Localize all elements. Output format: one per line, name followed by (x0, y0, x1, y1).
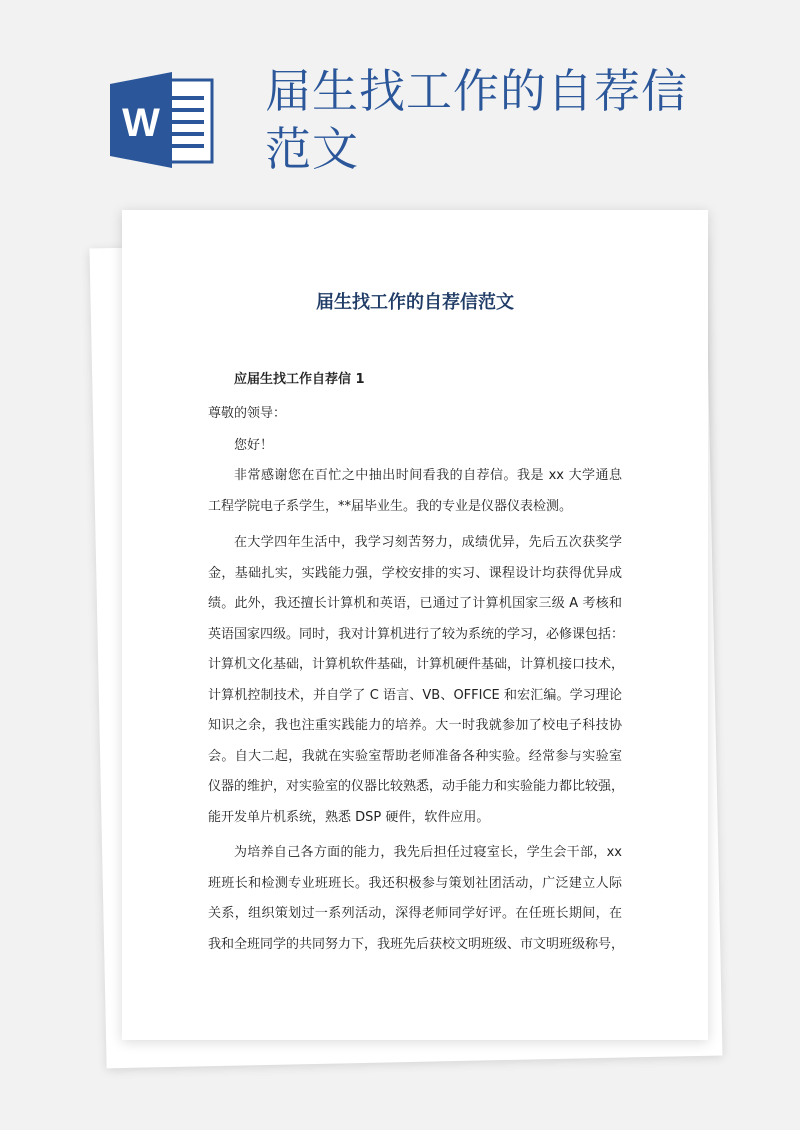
paragraph-1 (208, 461, 622, 522)
paragraph-line: 在大学四年生活中，我学习刻苦努力，成绩优异，先后五次获奖学 (234, 535, 622, 550)
paragraph-line: 能开发单片机系统，熟悉 DSP 硬件，软件应用。 (208, 809, 490, 825)
paragraph-3 (208, 838, 625, 960)
paragraph-line: 英语国家四级。同时，我对计算机进行了较为系统的学习，必修课包括： (208, 626, 625, 642)
paragraph-line: 金，基础扎实，实践能力强，学校安排的实习、课程设计均获得优异成 (208, 565, 622, 581)
paragraph-line: 仪器的维护，对实验室的仪器比较熟悉，动手能力和实验能力都比较强， (208, 779, 625, 794)
paragraph-line: 班班长和检测专业班班长。我还积极参与策划社团活动，广泛建立人际 (208, 875, 622, 891)
paragraph-line: 为培养自己各方面的能力，我先后担任过寝室长，学生会干部，xx (234, 845, 622, 860)
paragraph-line: 计算机控制技术，并自学了 C 语言、VB、OFFICE 和宏汇编。学习理论 (208, 687, 622, 703)
greeting: 您好！ (234, 438, 274, 453)
document-title: 届生找工作的自荐信范文 (316, 292, 514, 313)
paragraph-line: 我和全班同学的共同努力下，我班先后获校文明班级、市文明班级称号， (208, 936, 625, 952)
paragraph-2 (208, 528, 625, 833)
document-page (122, 210, 708, 1040)
word-icon-letter: W (122, 101, 160, 145)
paragraph-line: 工程学院电子系学生，**届毕业生。我的专业是仪器仪表检测。 (208, 498, 573, 514)
paragraph-line: 计算机文化基础，计算机软件基础，计算机硬件基础，计算机接口技术， (208, 657, 625, 672)
paragraph-line: 非常感谢您在百忙之中抽出时间看我的自荐信。我是 xx 大学通息 (234, 468, 622, 483)
paragraph-line: 关系，组织策划过一系列活动，深得老师同学好评。在任班长期间，在 (208, 906, 622, 921)
section-heading: 应届生找工作自荐信 1 (234, 372, 365, 387)
page-title: 届生找工作的自荐信范文 (265, 64, 688, 176)
paragraph-line: 会。自大二起，我就在实验室帮助老师准备各种实验。经常参与实验室 (208, 748, 622, 764)
paragraph-line: 绩。此外，我还擅长计算机和英语，已通过了计算机国家三级 A 考核和 (208, 596, 622, 611)
paragraph-line: 知识之余，我也注重实践能力的培养。大一时我就参加了校电子科技协 (208, 718, 622, 733)
word-icon (110, 72, 216, 168)
salutation: 尊敬的领导： (208, 406, 287, 421)
